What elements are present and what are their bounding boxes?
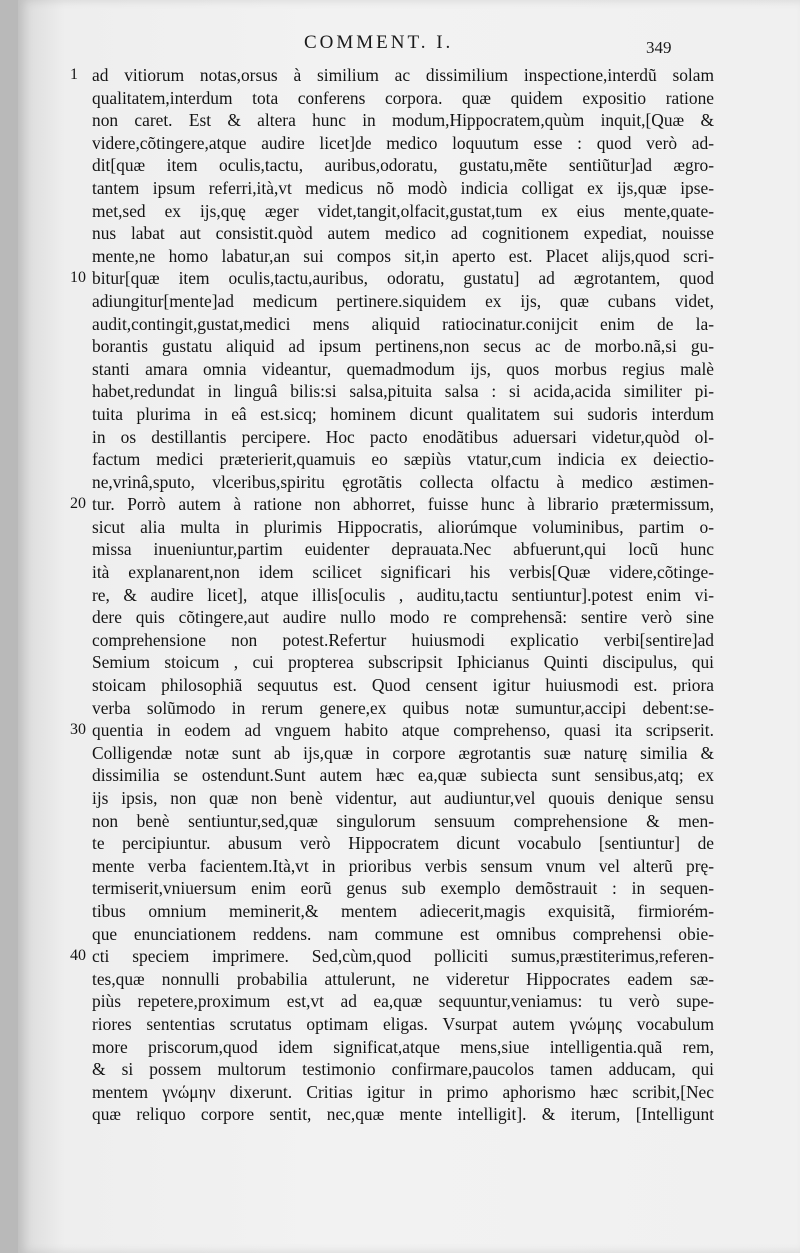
text-line [70, 267, 714, 290]
line-text: verba solũmodo in rerum genere,ex quibus notæ sumuntur,accipi debent:se- [92, 697, 714, 718]
text-line [74, 1013, 714, 1036]
line-text: tibus omnium meminerit,& mentem adiecerit,magis exquisitã, firmiorém- [92, 900, 714, 921]
line-text: dit[quæ item oculis,tactu, auribus,odoratu, gustatu,mẽte sentiũtur]ad ægro- [92, 155, 714, 176]
line-text: adiungitur[mente]ad medicum pertinere.siquidem ex ijs, quæ cubans videt, [92, 290, 714, 311]
line-text: missa inueniuntur,partim euidenter deprauata.Nec abfuerunt,qui locũ hunc [92, 539, 714, 560]
text-line [74, 538, 714, 561]
line-text: quentia in eodem ad vnguem habito atque comprehenso, quasi ita scripserit. [92, 720, 714, 741]
line-text: quæ reliquo corpore sentit, nec,quæ mente intelligit]. & iterum, [Intelligunt [92, 1104, 714, 1125]
text-line [74, 358, 714, 381]
line-text: Colligendæ notæ sunt ab ijs,quæ in corpore ægrotantis suæ naturę similia & [92, 742, 714, 763]
line-text: nus labat aut consistit.quòd autem medico ad cognitionem expediat, nouisse [92, 223, 714, 244]
line-text: met,sed ex ijs,quę æger videt,tangit,olfacit,gustat,tum ex eius mente,quate- [92, 200, 714, 221]
line-text: tuita plurima in eâ est.sicq; hominem dicunt qualitatem sui sudoris interdum [92, 403, 714, 424]
line-text: factum medici præterierit,quamuis eo sæpiùs vtatur,cum indicia ex deiectio- [92, 449, 714, 470]
text-line [74, 200, 714, 223]
page-number: 349 [646, 38, 672, 57]
text-line [74, 448, 714, 471]
line-text: Semium stoicum , cui propterea subscripsit Iphicianus Quinti discipulus, qui [92, 652, 714, 673]
text-line [74, 561, 714, 584]
body-text [70, 64, 714, 1126]
line-text: tur. Porrò autem à ratione non abhorret, fuisse hunc à librario prætermissum, [92, 494, 714, 515]
text-line [74, 516, 714, 539]
text-line [74, 923, 714, 946]
line-text: mente,ne homo labatur,an sui compos sit,in aperto est. Placet alijs,quod scri- [92, 245, 714, 266]
line-number: 10 [70, 269, 86, 287]
line-number: 30 [70, 721, 86, 739]
line-number: 1 [70, 66, 78, 83]
line-text: dere quis cõtingere,aut audire nullo modo re comprehensã: sentire verò sine [92, 607, 714, 628]
text-line [74, 674, 714, 697]
text-line [74, 1036, 714, 1059]
text-line [74, 697, 714, 720]
line-text: riores sententias scrutatus optimam eligas. Vsurpat autem γνώμης vocabulum [92, 1013, 714, 1034]
line-number: 20 [70, 495, 86, 513]
line-text: stanti amara omnia videantur, quemadmodum ijs, quos morbus regius malè [92, 358, 714, 379]
line-text: te percipiuntur. abusum verò Hippocratem dicunt vocabulo [sentiuntur] de [92, 833, 714, 854]
text-line [74, 584, 714, 607]
text-line [74, 87, 714, 110]
text-line [74, 380, 714, 403]
text-line [74, 335, 714, 358]
line-text: stoicam philosophiã sequutus est. Quod censent igitur huiusmodi est. priora [92, 675, 714, 696]
text-line [74, 787, 714, 810]
text-line [74, 629, 714, 652]
text-line [74, 132, 714, 155]
text-line [74, 764, 714, 787]
text-line [74, 290, 714, 313]
line-text: que enunciationem reddens. nam commune est omnibus comprehensi obie- [92, 923, 714, 944]
line-text: ne,vrinâ,sputo, vlceribus,spiritu ęgrotãtis collecta olfactu à medico æstimen- [92, 471, 714, 492]
line-text: bitur[quæ item oculis,tactu,auribus, odoratu, gustatu] ad ægrotantem, quod [92, 268, 714, 289]
text-line [74, 471, 714, 494]
line-text: habet,redundat in linguâ bilis:si salsa,pituita salsa : si acida,acida similiter pi- [92, 381, 714, 402]
text-line [74, 742, 714, 765]
text-line [70, 719, 714, 742]
text-line [74, 109, 714, 132]
line-text: tes,quæ nonnulli probabilia attulerunt, ne videretur Hippocrates eadem sæ- [92, 968, 714, 989]
text-line [74, 651, 714, 674]
text-line [74, 900, 714, 923]
text-line [70, 493, 714, 516]
line-text: non benè sentiuntur,sed,quæ singulorum sensuum comprehensione & men- [92, 810, 714, 831]
line-text: sicut alia multa in plurimis Hippocratis, aliorúmque voluminibus, partim o- [92, 516, 714, 537]
text-line [74, 1081, 714, 1104]
page-header [18, 32, 800, 62]
line-text: videre,cõtingere,atque audire licet]de medico loquutum esse : quod verò ad- [92, 132, 714, 153]
text-line [74, 1058, 714, 1081]
line-text: termiserit,vniuersum enim eorũ genus sub exemplo demõstrauit : in sequen- [92, 878, 714, 899]
line-text: audit,contingit,gustat,medici mens aliquid ratiocinatur.conijcit enim de la- [92, 313, 714, 334]
line-text: dissimilia se ostendunt.Sunt autem hæc ea,quæ subiecta sunt sensibus,atq; ex [92, 765, 714, 786]
text-line [74, 832, 714, 855]
line-text: & si possem multorum testimonio confirmare,paucolos tamen adducam, qui [92, 1059, 714, 1080]
text-line [74, 877, 714, 900]
line-text: comprehensione non potest.Refertur huiusmodi explicatio verbi[sentire]ad [92, 629, 714, 650]
line-text: more priscorum,quod idem significat,atque mens,siue intelligentia.quã rem, [92, 1036, 714, 1057]
text-line [74, 177, 714, 200]
line-text: borantis gustatu aliquid ad ipsum pertinens,non secus ac de morbo.nã,si gu- [92, 336, 714, 357]
text-line [74, 313, 714, 336]
line-text: non caret. Est & altera hunc in modum,Hippocratem,quùm inquit,[Quæ & [92, 110, 714, 131]
text-line [74, 810, 714, 833]
line-text: re, & audire licet], atque illis[oculis , auditu,tactu sentiuntur].potest enim vi- [92, 584, 714, 605]
line-text: ità explanarent,non idem scilicet significari his verbis[Quæ videre,cõtinge- [92, 562, 714, 583]
text-line [74, 245, 714, 268]
text-line [74, 403, 714, 426]
line-number: 40 [70, 947, 86, 965]
text-line [74, 426, 714, 449]
running-title: COMMENT. I. [304, 32, 454, 53]
line-text: mentem γνώμην dixerunt. Critias igitur in primo aphorismo hæc scribit,[Nec [92, 1081, 714, 1102]
line-text: piùs repetere,proximum est,vt ad ea,quæ sequuntur,veniamus: tu verò supe- [92, 991, 714, 1012]
text-line [74, 222, 714, 245]
line-text: ad vitiorum notas,orsus à similium ac dissimilium inspectione,interdũ solam [92, 65, 714, 85]
text-line [74, 968, 714, 991]
line-text: ijs ipsis, non quæ non benè videntur, aut audiuntur,vel quouis denique sensu [92, 788, 714, 808]
line-text: cti speciem imprimere. Sed,cùm,quod polliciti sumus,præstiterimus,referen- [92, 946, 714, 967]
text-line [74, 154, 714, 177]
line-text: mente verba facientem.Ità,vt in prioribus verbis sensum vnum vel alterũ prę- [92, 855, 714, 876]
text-line [74, 606, 714, 629]
line-text: tantem ipsum referri,ità,vt medicus nõ modò indicia colligat ex ijs,quæ ipse- [92, 177, 714, 198]
line-text: qualitatem,interdum tota conferens corpora. quæ quidem expositio ratione [92, 87, 714, 108]
text-line [70, 64, 714, 87]
text-line [74, 855, 714, 878]
line-text: in os destillantis percipere. Hoc pacto enodãtibus aduersari videtur,quòd ol- [92, 426, 714, 447]
text-line [70, 945, 714, 968]
text-line [74, 1103, 714, 1126]
text-line [74, 990, 714, 1013]
